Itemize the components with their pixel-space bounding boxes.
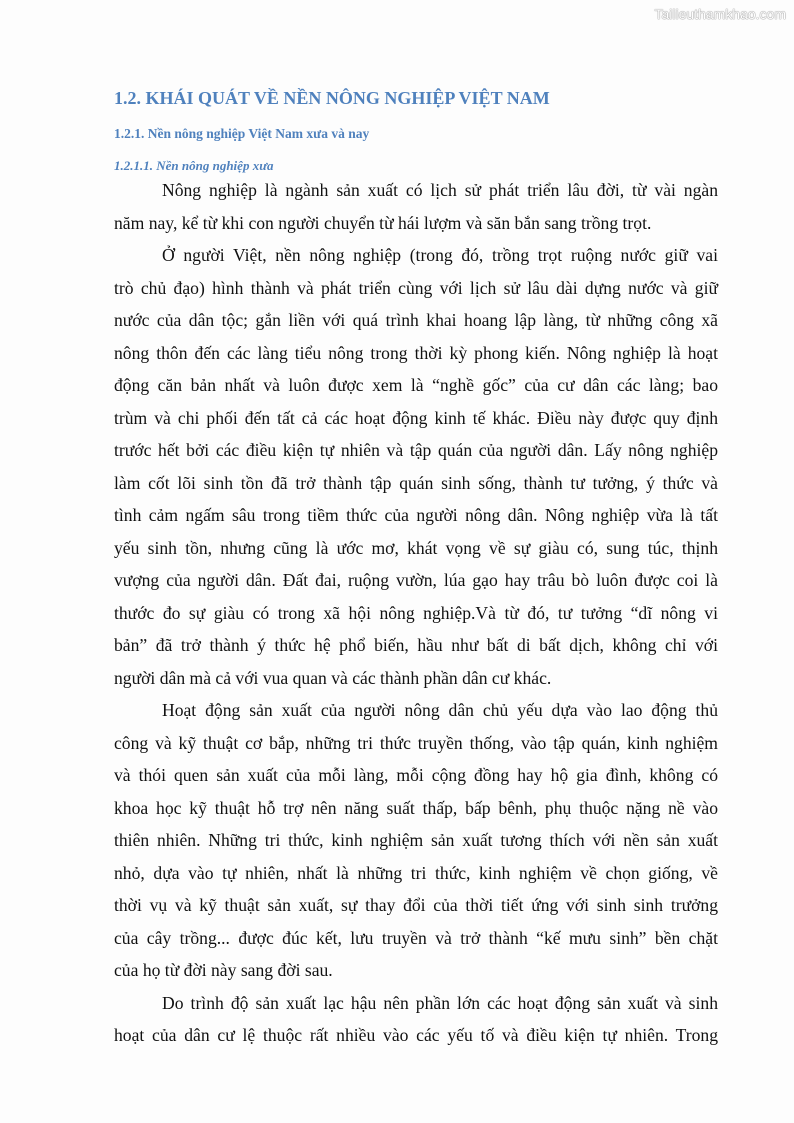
text-line: thước đo sự giàu có trong xã hội nông nghiệp.Và từ đó, tư tưởng “dĩ nông vi bbox=[114, 602, 718, 623]
text-line: làm cốt lõi sinh tồn đã trở thành tập quán sinh sống, thành tư tưởng, ý thức và bbox=[114, 472, 718, 493]
text-line: công và kỹ thuật cơ bắp, những tri thức truyền thống, vào tập quán, kinh nghiệm bbox=[114, 732, 718, 753]
subsubsection-heading: 1.2.1.1. Nền nông nghiệp xưa bbox=[114, 158, 274, 173]
text-line: của họ từ đời này sang đời sau. bbox=[114, 960, 333, 980]
text-line: trước hết bởi các điều kiện tự nhiên và tập quán của người dân. Lấy nông nghiệp bbox=[114, 440, 718, 460]
document-body bbox=[114, 174, 718, 1052]
paragraph bbox=[114, 987, 718, 1052]
text-line: trùm và chi phối đến tất cả các hoạt động kinh tế khác. Điều này được quy định bbox=[114, 407, 718, 428]
watermark: Tailieuthamkhao.com bbox=[654, 6, 786, 22]
text-line: của cây trồng... được đúc kết, lưu truyền và trở thành “kế mưu sinh” bền chặt bbox=[114, 927, 718, 948]
text-line: Nông nghiệp là ngành sản xuất có lịch sử phát triển lâu đời, từ vài ngàn bbox=[162, 180, 718, 200]
text-line: và thói quen sản xuất của mỗi làng, mỗi cộng đồng hay hộ gia đình, không có bbox=[114, 765, 718, 785]
text-line: nhỏ, dựa vào tự nhiên, nhất là những tri thức, kinh nghiệm về chọn giống, về bbox=[114, 862, 718, 883]
text-line: vượng của người dân. Đất đai, ruộng vườn, lúa gạo hay trâu bò luôn được coi là bbox=[114, 570, 718, 590]
text-line: thời vụ và kỹ thuật sản xuất, sự thay đổi của thời tiết ứng với sinh sinh trưởng bbox=[114, 895, 718, 915]
section-heading: 1.2. KHÁI QUÁT VỀ NỀN NÔNG NGHIỆP VIỆT NAM bbox=[114, 88, 550, 108]
paragraph bbox=[114, 239, 718, 694]
text-line: bản” đã trở thành ý thức hệ phổ biến, hầu như bất di bất dịch, không chỉ với bbox=[114, 635, 718, 655]
subsection-heading: 1.2.1. Nền nông nghiệp Việt Nam xưa và nay bbox=[114, 126, 370, 141]
paragraph bbox=[114, 174, 718, 239]
text-line: người dân mà cả với vua quan và các thành phần dân cư khác. bbox=[114, 667, 552, 688]
text-line: tình cảm ngấm sâu trong tiềm thức của người nông dân. Nông nghiệp vừa là tất bbox=[114, 505, 718, 525]
text-line: hoạt của dân cư lệ thuộc rất nhiều vào các yếu tố và điều kiện tự nhiên. Trong bbox=[114, 1025, 718, 1045]
text-line: yếu sinh tồn, nhưng cũng là ước mơ, khát vọng về sự giàu có, sung túc, thịnh bbox=[114, 537, 718, 558]
text-line: thiên nhiên. Những tri thức, kinh nghiệm sản xuất tương thích với nền sản xuất bbox=[114, 830, 718, 850]
text-line: năm nay, kể từ khi con người chuyển từ hái lượm và săn bắn sang trồng trọt. bbox=[114, 212, 652, 233]
text-line: nước của dân tộc; gắn liền với quá trình khai hoang lập làng, từ những công xã bbox=[114, 310, 718, 330]
text-line: Ở người Việt, nền nông nghiệp (trong đó, trồng trọt ruộng nước giữ vai bbox=[162, 245, 718, 265]
paragraph bbox=[114, 694, 718, 987]
text-line: khoa học kỹ thuật hỗ trợ nên năng suất thấp, bấp bênh, phụ thuộc nặng nề vào bbox=[114, 797, 718, 818]
text-line: nông thôn đến các làng tiểu nông trong thời kỳ phong kiến. Nông nghiệp là hoạt bbox=[114, 342, 718, 363]
text-line: trò chủ đạo) hình thành và phát triển cùng với lịch sử lâu dài dựng nước và giữ bbox=[114, 277, 718, 298]
text-line: Hoạt động sản xuất của người nông dân chủ yếu dựa vào lao động thủ bbox=[162, 700, 718, 720]
text-line: động căn bản nhất và luôn được xem là “nghề gốc” của cư dân các làng; bao bbox=[114, 375, 718, 395]
text-line: Do trình độ sản xuất lạc hậu nên phần lớn các hoạt động sản xuất và sinh bbox=[162, 992, 718, 1013]
